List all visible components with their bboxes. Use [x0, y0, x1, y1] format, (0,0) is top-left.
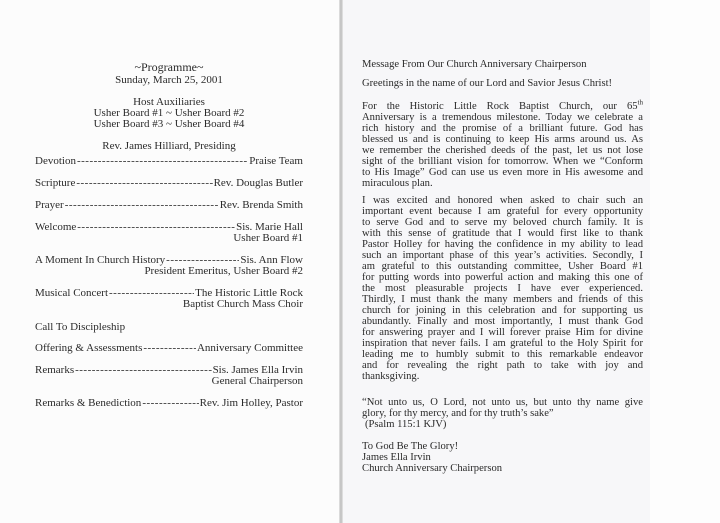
item-subtitle: President Emeritus, Usher Board #2 — [144, 265, 303, 277]
programme-item — [35, 288, 303, 310]
text-line — [362, 195, 643, 206]
item-person: Rev. Brenda Smith — [219, 199, 303, 211]
text-line — [362, 123, 643, 134]
text-line-content: and for revealing the right path to take with joy and — [362, 360, 643, 371]
programme-item — [35, 343, 303, 354]
text-line-content: to His Image” God can use us even more in His awesome and — [362, 167, 643, 178]
dotted-leader — [76, 178, 212, 189]
dotted-leader — [75, 365, 211, 376]
text-line-content: am grateful to this outstanding committee, Usher Board #1 — [362, 261, 643, 272]
text-line-content: the most pleasurable projects I have ever experienced. — [362, 283, 643, 294]
text-line — [362, 349, 643, 360]
text-line — [362, 217, 643, 228]
text-line-content: abundantly. Finally and most importantly, I must thank God — [362, 316, 643, 327]
host-heading: Host Auxiliaries — [133, 96, 205, 108]
item-label: Remarks & Benediction — [35, 397, 142, 409]
programme-title: ~Programme~ — [134, 60, 204, 74]
programme-item — [35, 398, 303, 409]
text-line — [362, 167, 643, 178]
programme-item — [35, 222, 303, 244]
ordinal-suffix: th — [637, 98, 643, 107]
signer-title: Church Anniversary Chairperson — [362, 463, 503, 474]
text-line — [362, 145, 643, 156]
dotted-leader — [142, 398, 198, 409]
item-person: Anniversary Committee — [196, 342, 303, 354]
item-subtitle: Baptist Church Mass Choir — [182, 298, 303, 310]
host-line-1: Usher Board #1 ~ Usher Board #2 — [93, 107, 245, 119]
text-line — [362, 112, 643, 123]
item-person: The Historic Little Rock — [195, 287, 303, 299]
item-person: Rev. Douglas Butler — [213, 177, 303, 189]
dotted-leader — [77, 222, 235, 233]
programme-line — [35, 200, 303, 211]
text-line-content: for answering prayer and I will forever praise Him for divine — [362, 327, 643, 338]
text-line-content: Pastor Holley for having the confidence in my ability to lead — [362, 239, 643, 250]
item-label: Scripture — [35, 177, 76, 189]
text-line-content: Anniversary is a tremendous milestone. Today we celebrate a — [362, 112, 643, 123]
item-label: Prayer — [35, 199, 64, 211]
item-person: Sis. James Ella Irvin — [212, 364, 303, 376]
text-line-content: Thirdly, I must thank the many members and friends of this — [362, 294, 643, 305]
item-subtitle: Usher Board #1 — [233, 232, 303, 244]
message-paragraph-2 — [362, 195, 643, 382]
text-line — [362, 371, 643, 382]
text-line — [362, 261, 643, 272]
text-line-content: leading me to humbly submit to this remarkable endeavor — [362, 349, 643, 360]
text-line-content: I was excited and honored when asked to chair such an — [362, 195, 643, 206]
item-label: Musical Concert — [35, 287, 109, 299]
dotted-leader — [65, 200, 219, 211]
text-line-content: inspiration that never fails. I am grateful to the Holy Spirit for — [362, 338, 643, 349]
text-line-content: “Not unto us, O Lord, not unto us, but unto thy name give — [362, 397, 643, 408]
text-line — [362, 134, 643, 145]
presiding: Rev. James Hilliard, Presiding — [102, 140, 236, 152]
text-line — [362, 305, 643, 316]
text-line — [362, 294, 643, 305]
item-label: Offering & Assessments — [35, 342, 143, 354]
text-line — [362, 272, 643, 283]
text-line-content: blessed us and is continuing to keep His arms around us. As — [362, 134, 643, 145]
text-line — [362, 397, 643, 408]
text-line-content: miraculous plan. — [362, 178, 433, 189]
text-line-content: thanksgiving. — [362, 371, 420, 382]
scan-margin — [650, 0, 720, 523]
item-label: Devotion — [35, 155, 76, 167]
text-line-content: church for joining in this celebration and for supporting us — [362, 305, 643, 316]
programme-item — [35, 178, 303, 189]
item-subtitle: General Chairperson — [211, 375, 303, 387]
text-line — [362, 283, 643, 294]
programme-line — [35, 398, 303, 409]
text-line — [362, 250, 643, 261]
text-line — [362, 360, 643, 371]
item-label: Remarks — [35, 364, 75, 376]
text-line-content: such an important phase of this year’s activities. Secondly, I — [362, 250, 643, 261]
text-line — [362, 98, 643, 112]
text-line-content: sight of the brilliant vision for tomorrow. When we “Conform — [362, 156, 643, 167]
programme-line — [35, 322, 303, 333]
programme-item — [35, 200, 303, 211]
text-line — [362, 156, 643, 167]
text-line — [362, 408, 643, 419]
programme-item — [35, 255, 303, 277]
item-person: Sis. Ann Flow — [240, 254, 303, 266]
text-line-content: for putting words into powerful action and making this one of — [362, 272, 643, 283]
programme-line — [35, 156, 303, 167]
programme-item — [35, 365, 303, 387]
text-line — [362, 327, 643, 338]
programme-line — [35, 178, 303, 189]
signer-name: James Ella Irvin — [362, 452, 431, 463]
programme-date: Sunday, March 25, 2001 — [115, 74, 223, 86]
text-line — [362, 316, 643, 327]
dotted-leader — [109, 288, 194, 299]
text-line-content: glory, for thy mercy, and for thy truth’s sake” — [362, 408, 554, 419]
dotted-leader — [143, 343, 196, 354]
text-line — [362, 338, 643, 349]
programme-item — [35, 156, 303, 167]
text-line-content: to serve God and to serve my beloved church family. It is — [362, 217, 643, 228]
dotted-leader — [77, 156, 248, 167]
text-line-content: with this sense of gratitude that I would first like to thank — [362, 228, 643, 239]
text-line-content: important event because I am grateful for every opportunity — [362, 206, 643, 217]
programme-item — [35, 322, 303, 333]
scripture-quote — [362, 397, 643, 419]
text-line-content: For the Historic Little Rock Baptist Church, our 65 — [362, 101, 638, 112]
item-person: Sis. Marie Hall — [236, 221, 303, 233]
closing: To God Be The Glory! — [362, 441, 459, 452]
message-paragraph-1 — [362, 98, 643, 189]
host-line-2: Usher Board #3 ~ Usher Board #4 — [93, 118, 245, 130]
message-title: Message From Our Church Anniversary Chairperson — [362, 59, 587, 70]
item-label: Welcome — [35, 221, 77, 233]
item-person: Praise Team — [249, 155, 303, 167]
text-line-content: we remember the cherished deeds of the past, let us not lose — [362, 145, 643, 156]
message-greeting: Greetings in the name of our Lord and Savior Jesus Christ! — [362, 78, 613, 89]
programme-line — [35, 343, 303, 354]
text-line — [362, 239, 643, 250]
text-line-content: rich history and the promise of a brilliant future. God has — [362, 123, 643, 134]
item-label: Call To Discipleship — [35, 321, 126, 333]
text-line — [362, 228, 643, 239]
scripture-citation: (Psalm 115:1 KJV) — [365, 419, 447, 430]
text-line — [362, 206, 643, 217]
item-label: A Moment In Church History — [35, 254, 166, 266]
item-person: Rev. Jim Holley, Pastor — [199, 397, 303, 409]
text-line — [362, 178, 643, 189]
